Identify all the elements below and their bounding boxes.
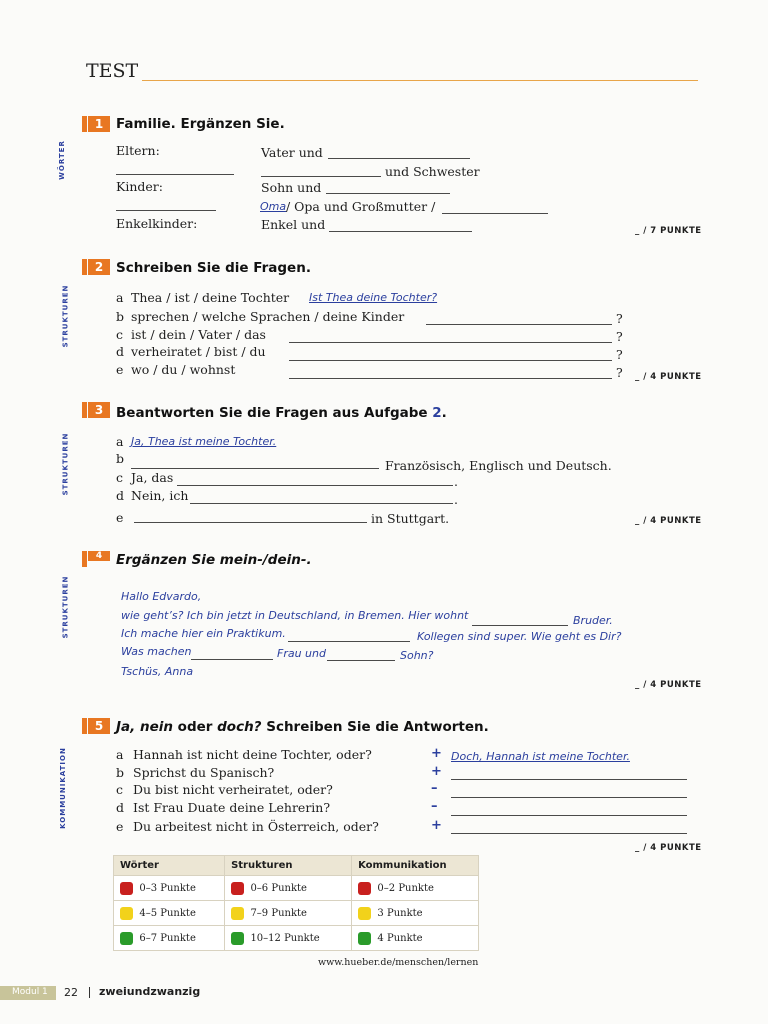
evaluation-value: 10–12 Punkte [250,932,320,944]
exercise-5-title [116,719,489,735]
yellow-indicator-icon [231,907,244,920]
yellow-indicator-icon [358,907,371,920]
exercise-4-number: 4 [88,551,110,561]
ex5-sign-e: + [431,818,442,833]
ex3-blank-d[interactable] [190,503,453,504]
ex2-qmark-b: ? [616,311,623,326]
exercise-3-title-text: Beantworten Sie die Fragen aus Aufgabe [116,405,428,421]
text-vater-und: Vater und [261,145,323,160]
exercise-3-title [116,405,447,421]
exercise-5-skill-label: KOMMUNIKATION [58,747,67,829]
evaluation-cell [352,876,479,901]
exercise-3-number: 3 [88,402,110,418]
evaluation-value: 6–7 Punkte [139,932,196,944]
ex4-blank-3[interactable] [191,659,273,660]
exercise-5-title-italic-2: doch? [217,719,262,735]
ex3-blank-e[interactable] [134,522,367,523]
evaluation-cell [114,926,225,951]
evaluation-cell [352,926,479,951]
evaluation-cell [225,926,352,951]
letter-line-4-mid: Frau und [277,647,326,660]
exercise-2-skill-label: STRUKTUREN [61,284,70,348]
ex2-qmark-d: ? [616,347,623,362]
ex2-letter-e: e [116,362,124,377]
blank-1-1[interactable] [328,158,470,159]
ex2-prompt-c: ist / dein / Vater / das [131,327,266,342]
green-indicator-icon [120,932,133,945]
ex3-text-c: Ja, das [131,470,174,485]
letter-line-4: Was machen [121,645,192,658]
ex5-answer-a: Doch, Hannah ist meine Tochter. [451,750,630,763]
letter-line-2-end: Bruder. [573,614,613,627]
blank-1-6[interactable] [442,213,548,214]
ex2-letter-b: b [116,309,125,324]
exercise-1-skill-label: WÖRTER [57,140,66,180]
evaluation-header-strukturen: Strukturen [225,856,352,876]
ex4-blank-2[interactable] [288,641,410,642]
letter-line-3: Ich mache hier ein Praktikum. [121,627,286,640]
page-number-word: zweiundzwanzig [99,985,201,998]
page-title: TEST [86,60,139,82]
ex3-letter-b: b [116,451,125,466]
ex2-blank-b[interactable] [426,324,612,325]
ex3-text-d: Nein, ich [131,488,189,503]
ex5-sign-b: + [431,764,442,779]
ex3-end-d: . [454,492,458,507]
red-indicator-icon [120,882,133,895]
red-indicator-icon [231,882,244,895]
letter-line-2: wie geht’s? Ich bin jetzt in Deutschland, in Bremen. Hier wohnt [121,609,469,622]
exercise-4-title: Ergänzen Sie mein-/dein-. [116,552,312,568]
ex3-answer-a: Ja, Thea ist meine Tochter. [131,435,277,448]
letter-line-4-end: Sohn? [400,649,434,662]
exercise-5-title-mid: oder [172,719,218,735]
ex2-letter-d: d [116,344,125,359]
ex2-prompt-a: Thea / ist / deine Tochter [131,290,290,305]
evaluation-cell [225,901,352,926]
ex2-blank-e[interactable] [289,378,612,379]
text-und-schwester: und Schwester [385,164,480,179]
ex2-qmark-e: ? [616,365,623,380]
page-separator [89,987,90,998]
evaluation-value: 7–9 Punkte [250,907,307,919]
title-rule [142,80,698,81]
label-eltern: Eltern: [116,143,160,158]
exercise-3-skill-label: STRUKTUREN [61,432,70,496]
answer-oma: Oma [260,200,287,213]
exercise-3-points: _ / 4 PUNKTE [635,516,702,526]
green-indicator-icon [358,932,371,945]
text-enkel-und: Enkel und [261,217,326,232]
exercise-4-points: _ / 4 PUNKTE [635,680,702,690]
ex5-sign-d: – [431,799,438,814]
blank-1-2[interactable] [116,174,234,175]
evaluation-table [113,855,479,951]
evaluation-value: 4 Punkte [377,932,423,944]
label-enkelkinder: Enkelkinder: [116,216,198,231]
ex5-sign-c: – [431,781,438,796]
ex5-letter-a: a [116,747,124,762]
ex3-text-b: Französisch, Englisch und Deutsch. [385,458,612,473]
ex5-question-d: Ist Frau Duate deine Lehrerin? [133,800,331,815]
ex3-letter-e: e [116,510,124,525]
exercise-4-skill-label: STRUKTUREN [61,575,70,639]
ex5-blank-b[interactable] [451,779,687,780]
ex5-question-c: Du bist nicht verheiratet, oder? [133,782,333,797]
ex5-blank-d[interactable] [451,815,687,816]
text-opa-grossmutter: / Opa und Großmutter / [286,199,436,214]
page-number: 22 [64,986,78,999]
evaluation-row-green [114,926,479,951]
evaluation-value: 0–2 Punkte [377,882,434,894]
evaluation-cell [352,901,479,926]
exercise-2-points: _ / 4 PUNKTE [635,372,702,382]
exercise-5-points: _ / 4 PUNKTE [635,843,702,853]
ex3-end-c: . [454,474,458,489]
exercise-5-title-end: Schreiben Sie die Antworten. [261,719,489,735]
label-kinder: Kinder: [116,179,163,194]
ex3-blank-c[interactable] [177,485,453,486]
ex5-sign-a: + [431,746,442,761]
module-label: Modul 1 [12,987,48,997]
exercise-5-title-italic-1: Ja, nein [116,719,173,735]
ex5-letter-e: e [116,819,124,834]
yellow-indicator-icon [120,907,133,920]
ex5-blank-e[interactable] [451,833,687,834]
ex3-letter-d: d [116,488,125,503]
ex2-prompt-b: sprechen / welche Sprachen / deine Kinder [131,309,405,324]
exercise-1-points: _ / 7 PUNKTE [635,226,702,236]
ex2-blank-c[interactable] [289,342,612,343]
ex5-letter-d: d [116,800,125,815]
ex3-letter-c: c [116,470,124,485]
ex2-prompt-e: wo / du / wohnst [131,362,236,377]
ex5-question-b: Sprichst du Spanisch? [133,765,275,780]
evaluation-header-kommunikation: Kommunikation [352,856,479,876]
ex4-blank-1[interactable] [472,625,568,626]
evaluation-value: 3 Punkte [377,907,423,919]
exercise-1-number: 1 [88,116,110,132]
red-indicator-icon [358,882,371,895]
evaluation-value: 4–5 Punkte [139,907,196,919]
evaluation-row-yellow [114,901,479,926]
letter-closing: Tschüs, Anna [121,665,194,678]
ex5-question-e: Du arbeitest nicht in Österreich, oder? [133,819,379,834]
ex2-letter-a: a [116,290,124,305]
ex5-letter-b: b [116,765,125,780]
exercise-3-title-ref: 2 [432,405,442,421]
blank-1-3[interactable] [261,176,381,177]
exercise-3-title-end: . [441,405,447,421]
text-sohn-und: Sohn und [261,180,322,195]
letter-line-3-end: Kollegen sind super. Wie geht es Dir? [417,630,622,643]
ex2-answer-a: Ist Thea deine Tochter? [309,291,438,304]
ex2-letter-c: c [116,327,124,342]
ex2-prompt-d: verheiratet / bist / du [131,344,266,359]
blank-1-4[interactable] [326,193,450,194]
ex4-blank-4[interactable] [327,660,395,661]
ex5-letter-c: c [116,782,124,797]
module-tab [0,986,56,1000]
ex5-blank-c[interactable] [451,797,687,798]
exercise-2-title: Schreiben Sie die Fragen. [116,260,311,276]
ex3-blank-b[interactable] [131,468,379,469]
evaluation-cell [114,876,225,901]
green-indicator-icon [231,932,244,945]
ex3-letter-a: a [116,434,124,449]
ex5-question-a: Hannah ist nicht deine Tochter, oder? [133,747,372,762]
blank-1-7[interactable] [329,231,472,232]
letter-greeting: Hallo Edvardo, [121,590,202,603]
evaluation-header-row [114,856,479,876]
evaluation-value: 0–3 Punkte [139,882,196,894]
evaluation-cell [225,876,352,901]
exercise-2-number: 2 [88,259,110,275]
blank-1-5[interactable] [116,210,216,211]
exercise-5-number: 5 [88,718,110,734]
footer-url[interactable]: www.hueber.de/menschen/lernen [318,957,479,968]
ex2-qmark-c: ? [616,329,623,344]
ex3-text-e: in Stuttgart. [371,511,450,526]
evaluation-cell [114,901,225,926]
exercise-1-title: Familie. Ergänzen Sie. [116,116,285,132]
evaluation-row-red [114,876,479,901]
evaluation-value: 0–6 Punkte [250,882,307,894]
evaluation-header-woerter: Wörter [114,856,225,876]
ex2-blank-d[interactable] [289,360,612,361]
